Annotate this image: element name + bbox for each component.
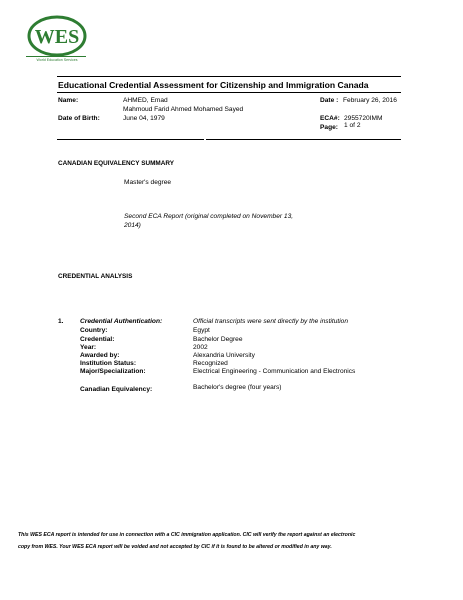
summary-degree: Master's degree (124, 179, 172, 186)
credential-number: 1. (58, 318, 64, 325)
eca-value: 2955720IMM (344, 115, 383, 122)
page-value: 1 of 2 (344, 122, 361, 129)
footer-line1: This WES ECA report is intended for use in connection with a CIC immigration application. CIC will verify the report against an electronic (18, 532, 356, 538)
dob-label: Date of Birth: (58, 115, 100, 122)
page-label: Page: (320, 124, 338, 131)
equivalency-label: Canadian Equivalency: (80, 386, 153, 393)
credential-label: Credential: (80, 336, 115, 343)
awarded-label: Awarded by: (80, 352, 120, 359)
country-label: Country: (80, 327, 108, 334)
title-bottom-rule (57, 92, 401, 93)
eca-label: ECA#: (320, 115, 340, 122)
major-value: Electrical Engineering - Communication and Electronics (193, 368, 356, 375)
analysis-heading: CREDENTIAL ANALYSIS (58, 273, 133, 280)
institution-status-label: Institution Status: (80, 360, 137, 367)
header-rule-right (206, 139, 401, 140)
page-title: Educational Credential Assessment for Citizenship and Immigration Canada (58, 80, 369, 90)
wes-logo-mark (26, 14, 88, 58)
date-value: February 26, 2016 (343, 97, 397, 104)
logo-text: WES (34, 26, 80, 48)
footer-line2: copy from WES. Your WES ECA report will be voided and not accepted by CIC if it is found to be altered or modified in any way. (18, 544, 332, 550)
name-value-line1: AHMED, Emad (123, 97, 168, 104)
title-top-rule (57, 76, 401, 77)
credential-value: Bachelor Degree (193, 336, 243, 343)
major-label: Major/Specialization: (80, 368, 146, 375)
summary-note-line1: Second ECA Report (original completed on November 13, (124, 213, 294, 220)
logo-caption: World Education Services (36, 58, 78, 62)
date-label: Date : (320, 97, 339, 104)
equivalency-value: Bachelor's degree (four years) (193, 384, 282, 391)
awarded-value: Alexandria University (193, 352, 255, 359)
dob-value: June 04, 1979 (123, 115, 165, 122)
name-value-line2: Mahmoud Farid Ahmed Mohamed Sayed (123, 106, 244, 113)
year-label: Year: (80, 344, 97, 351)
logo-underline (26, 56, 86, 57)
summary-heading: CANADIAN EQUIVALENCY SUMMARY (58, 160, 174, 167)
header-rule-left (57, 139, 204, 140)
auth-label: Credential Authentication: (80, 318, 163, 325)
name-label: Name: (58, 97, 79, 104)
institution-status-value: Recognized (193, 360, 228, 367)
year-value: 2002 (193, 344, 208, 351)
country-value: Egypt (193, 327, 210, 334)
auth-value: Official transcripts were sent directly by the institution (193, 318, 349, 325)
summary-note-line2: 2014) (124, 222, 141, 229)
